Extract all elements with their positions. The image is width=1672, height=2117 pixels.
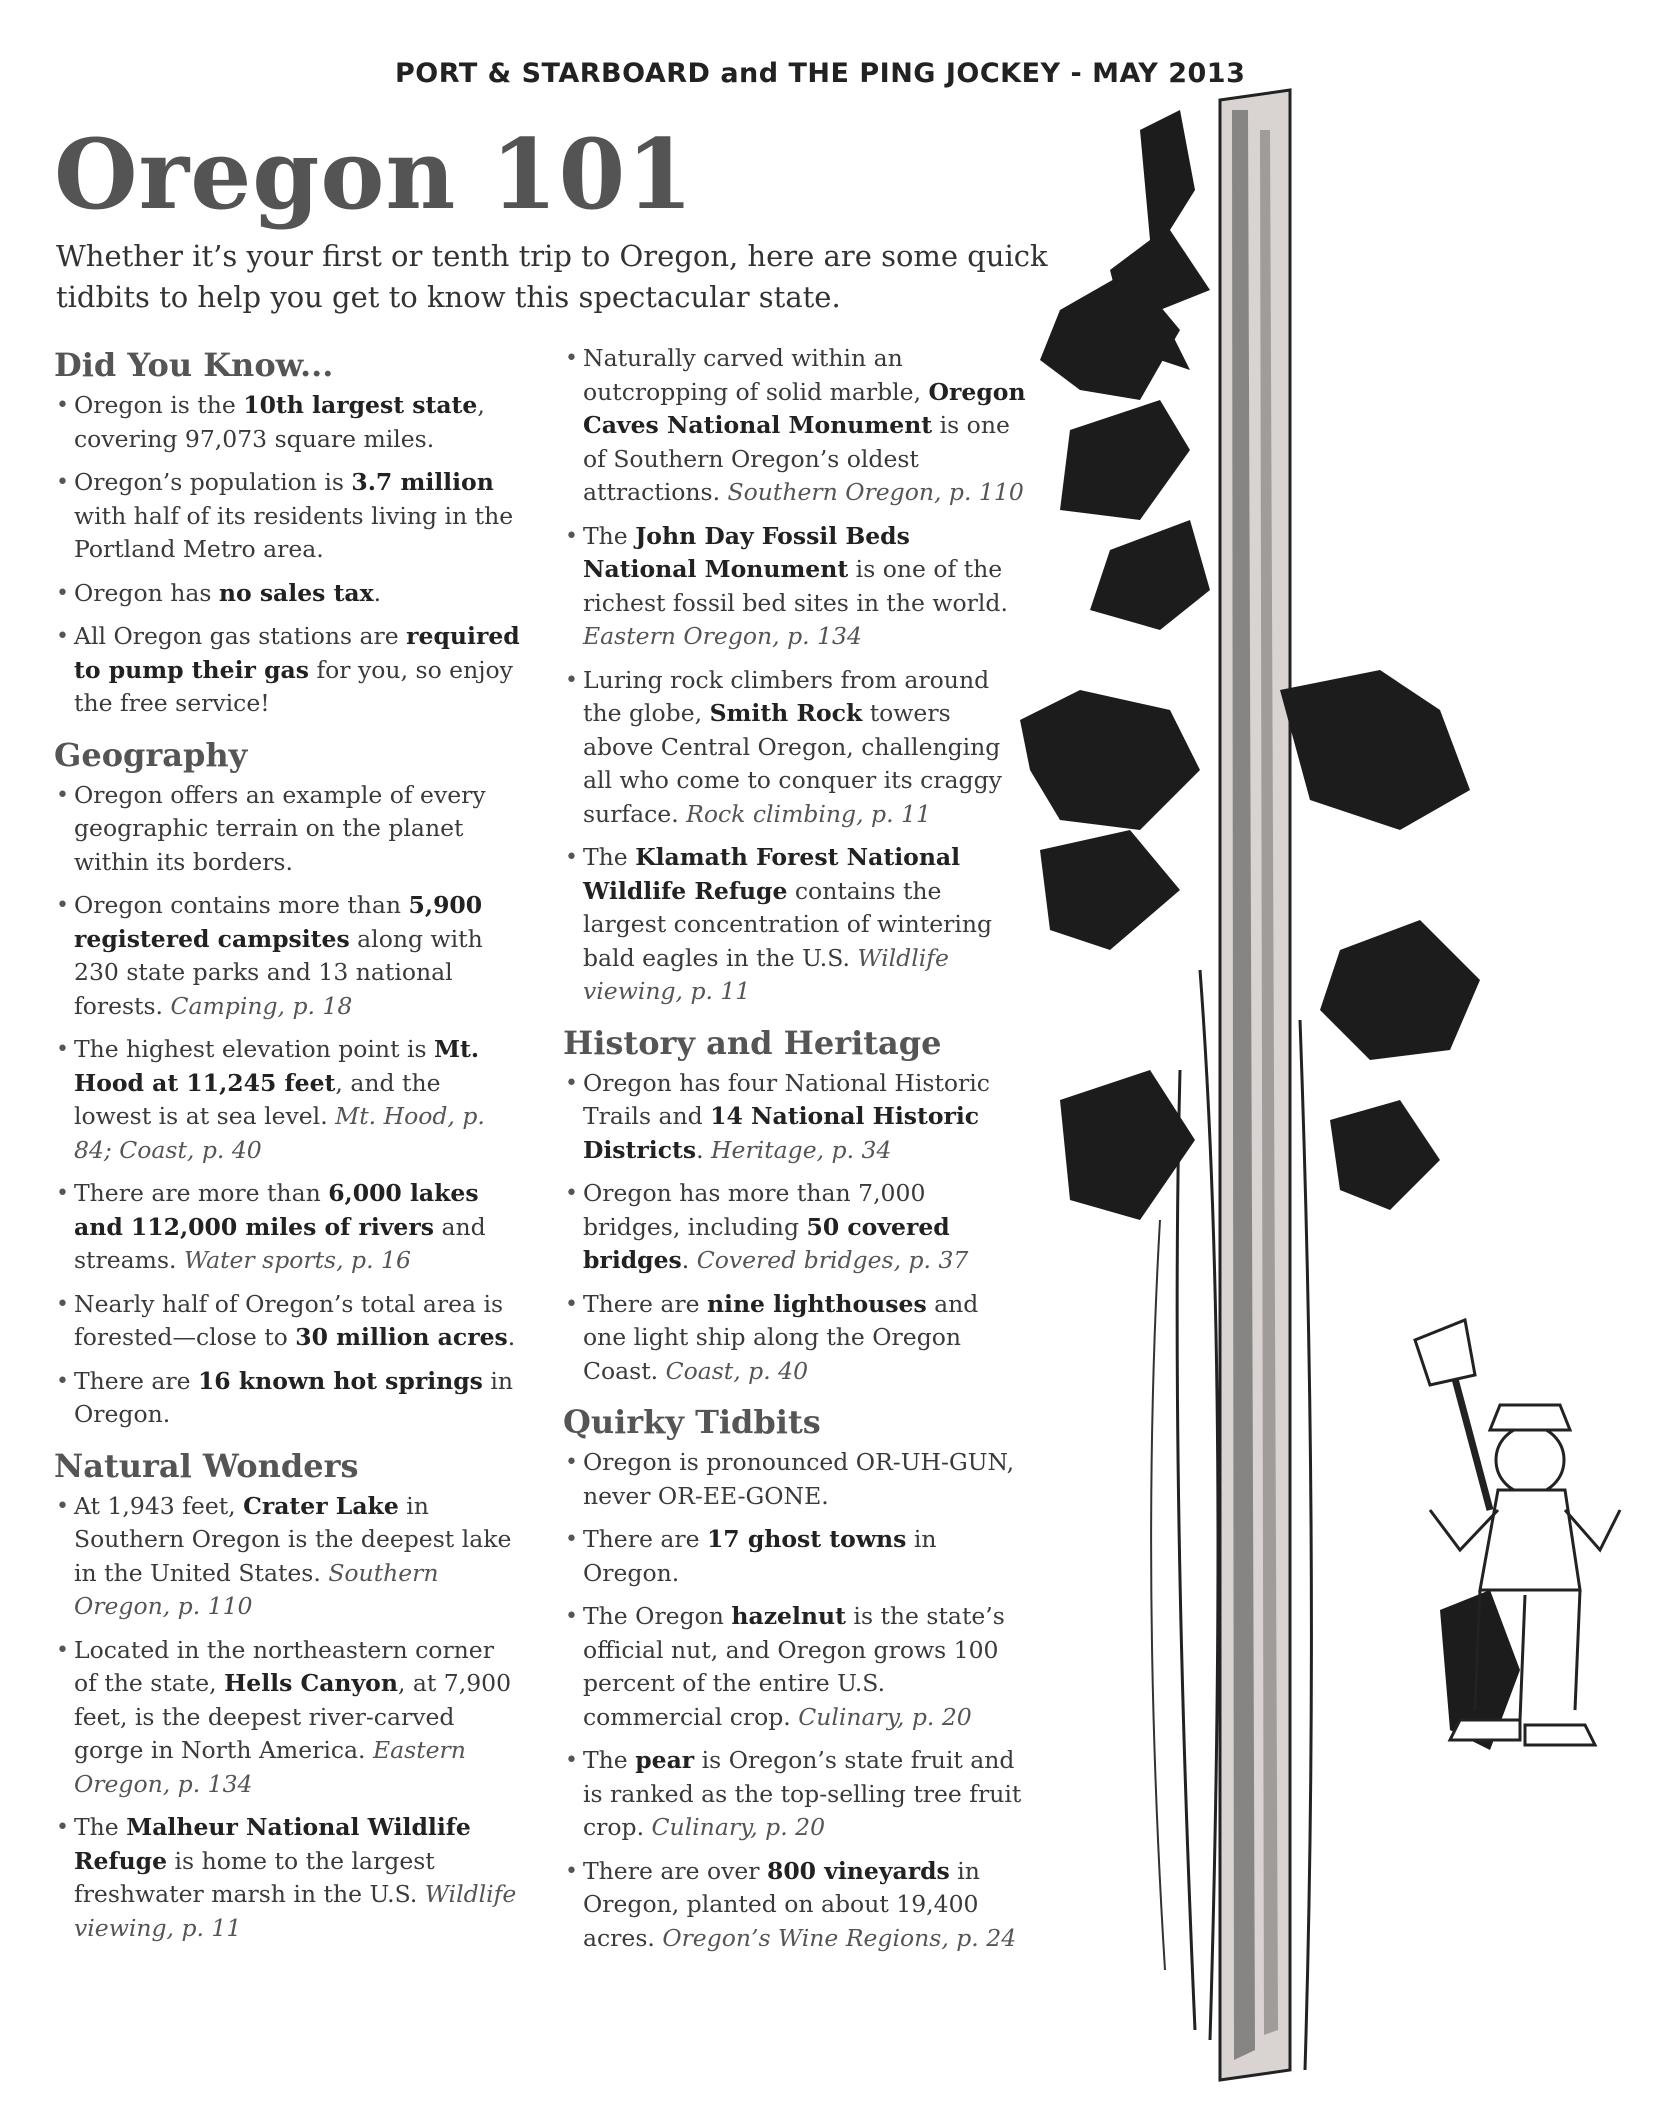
- page-reference: Southern Oregon, p. 110: [74, 1558, 439, 1620]
- page-title: Oregon 101: [54, 118, 695, 231]
- fact-text: Oregon is the: [74, 391, 244, 419]
- section-heading: Geography: [54, 735, 248, 774]
- fact-text: Oregon is pronounced OR-UH-GUN, never OR-EE-GONE.: [583, 1448, 1015, 1510]
- fact-text: The: [74, 1813, 127, 1841]
- fact-list: [563, 342, 1028, 1009]
- page-reference: Southern Oregon, p. 110: [727, 478, 1024, 506]
- fact-item: [563, 1523, 1028, 1590]
- fact-text: is Oregon’s state fruit and is ranked as the top-selling tree fruit crop.: [583, 1746, 1022, 1841]
- fact-highlight: no sales tax: [218, 578, 374, 607]
- page-reference: Water sports, p. 16: [183, 1246, 411, 1274]
- fact-text: is one of Southern Oregon’s oldest attractions.: [583, 411, 1010, 506]
- fact-text: Oregon offers an example of every geographic terrain on the planet within its borders.: [74, 780, 486, 876]
- fact-text: Nearly half of Oregon’s total area is forested—close to: [74, 1289, 504, 1351]
- fact-text: towers above Central Oregon, challenging all who come to conquer its craggy surface.: [583, 699, 1002, 828]
- lumberjack: [1415, 1320, 1620, 1745]
- fact-highlight: 17 ghost towns: [706, 1525, 907, 1553]
- fact-text: The: [583, 1746, 636, 1774]
- section-heading: Natural Wonders: [54, 1446, 359, 1485]
- fact-item: [54, 389, 524, 456]
- fact-text: and one light ship along the Oregon Coast.: [583, 1289, 979, 1385]
- fact-text: for you, so enjoy the free service!: [74, 655, 513, 717]
- page-reference: Wildlife viewing, p. 11: [74, 1880, 517, 1942]
- section-geography: [54, 735, 524, 1432]
- fact-text: contains the largest concentration of wintering bald eagles in the U.S.: [583, 876, 993, 972]
- fact-highlight: 30 million acres: [295, 1323, 508, 1351]
- fact-text: There are: [583, 1289, 707, 1318]
- fact-text: is home to the largest freshwater marsh in the U.S.: [74, 1846, 435, 1908]
- fact-text: in Oregon, planted on about 19,400 acres.: [583, 1856, 980, 1952]
- section-heading: History and Heritage: [563, 1023, 942, 1062]
- fact-text: The highest elevation point is: [74, 1035, 435, 1063]
- fact-item: [54, 1634, 524, 1802]
- fact-text: Oregon’s population is: [74, 468, 352, 496]
- fact-text: There are: [583, 1525, 707, 1553]
- fact-item: [54, 577, 524, 611]
- section-natural-wonders: [54, 1446, 524, 1946]
- fact-text: There are over: [583, 1856, 767, 1885]
- fact-item: [54, 1288, 524, 1355]
- fact-item: [563, 1744, 1028, 1845]
- tree-trunk: [1151, 90, 1311, 2080]
- fact-highlight: hazelnut: [731, 1602, 846, 1630]
- page-reference: Eastern Oregon, p. 134: [74, 1736, 466, 1798]
- page-reference: Eastern Oregon, p. 134: [583, 622, 862, 650]
- fact-text: There are more than: [74, 1179, 329, 1207]
- fact-text: is one of the richest fossil bed sites in the world.: [583, 555, 1008, 617]
- fact-highlight: Hells Canyon: [224, 1669, 398, 1697]
- page-reference: Heritage, p. 34: [711, 1135, 892, 1164]
- fact-highlight: Malheur National Wildlife Refuge: [74, 1813, 471, 1875]
- section-heading: Did You Know...: [54, 346, 334, 384]
- page-reference: Mt. Hood, p. 84; Coast, p. 40: [74, 1102, 485, 1164]
- fact-highlight: Klamath Forest National Wildlife Refuge: [583, 843, 961, 905]
- fact-highlight: Smith Rock: [709, 699, 863, 727]
- page-reference: Rock climbing, p. 11: [686, 799, 931, 828]
- middle-column: [563, 342, 1028, 1965]
- fact-text: Located in the northeastern corner of the state,: [74, 1635, 494, 1697]
- fact-text: Oregon has four National Historic Trails and: [583, 1068, 990, 1130]
- fact-item: [563, 520, 1028, 654]
- fact-item: [54, 1365, 524, 1432]
- fact-highlight: 50 covered bridges: [583, 1212, 950, 1274]
- fact-list: [54, 389, 524, 721]
- page-reference: Culinary, p. 20: [651, 1813, 826, 1841]
- section-continued: [563, 342, 1028, 1009]
- left-column: [54, 345, 524, 1955]
- fact-item: [54, 620, 524, 721]
- page-reference: Camping, p. 18: [170, 991, 353, 1020]
- fact-text: Oregon contains more than: [74, 891, 409, 919]
- fact-highlight: 16 known hot springs: [197, 1366, 483, 1395]
- intro-paragraph: Whether it’s your first or tenth trip to Oregon, here are some quick tidbits to help you get to know this spectacular state.: [56, 239, 1048, 314]
- tree-lumberjack-illustration: [1020, 70, 1672, 2117]
- fact-item: [563, 841, 1028, 1009]
- fact-highlight: 5,900 registered campsites: [74, 891, 483, 953]
- fact-text: .: [696, 1135, 712, 1164]
- fact-list: [54, 1490, 524, 1946]
- fact-text: and streams.: [74, 1212, 486, 1274]
- fact-item: [54, 779, 524, 880]
- fact-item: [563, 1855, 1028, 1956]
- fact-item: [54, 466, 524, 567]
- fact-text: , covering 97,073 square miles.: [74, 391, 485, 453]
- fact-text: Luring rock climbers from around the globe,: [583, 665, 990, 727]
- fact-text: The Oregon: [583, 1602, 732, 1630]
- fact-text: .: [373, 578, 382, 607]
- fact-highlight: Oregon Caves National Monument: [583, 377, 1026, 439]
- fact-text: in Oregon.: [74, 1366, 514, 1428]
- fact-highlight: 3.7 million: [351, 468, 494, 496]
- fact-text: , at 7,900 feet, is the deepest river-carved gorge in North America.: [74, 1669, 512, 1764]
- fact-text: in Oregon.: [583, 1525, 937, 1587]
- fact-highlight: 14 National Historic Districts: [583, 1102, 980, 1164]
- section-quirky-tidbits: [563, 1402, 1028, 1955]
- fact-text: At 1,943 feet,: [74, 1491, 244, 1520]
- fact-text: with half of its residents living in the Portland Metro area.: [74, 501, 514, 563]
- fact-text: .: [681, 1246, 697, 1274]
- section-history-and-heritage: [563, 1023, 1028, 1389]
- fact-text: , and the lowest is at sea level.: [74, 1068, 441, 1130]
- section-heading: Quirky Tidbits: [563, 1403, 821, 1441]
- fact-text: in Southern Oregon is the deepest lake in the United States.: [74, 1491, 512, 1587]
- fact-highlight: Crater Lake: [243, 1491, 399, 1520]
- fact-highlight: 800 vineyards: [766, 1856, 950, 1885]
- fact-item: [54, 1177, 524, 1278]
- fact-text: Oregon has: [74, 578, 219, 607]
- section-did-you-know: [54, 345, 524, 721]
- fact-text: .: [507, 1323, 516, 1351]
- page-reference: Covered bridges, p. 37: [696, 1246, 969, 1274]
- fact-item: [563, 1446, 1028, 1513]
- page-reference: Culinary, p. 20: [798, 1702, 972, 1731]
- fact-item: [563, 1177, 1028, 1278]
- fact-text: along with 230 state parks and 13 national forests.: [74, 924, 483, 1020]
- fact-text: There are: [74, 1366, 198, 1395]
- fact-highlight: required to pump their gas: [74, 622, 520, 684]
- fact-text: All Oregon gas stations are: [74, 622, 407, 650]
- fact-text: The: [583, 521, 636, 550]
- fact-highlight: Mt. Hood at 11,245 feet: [74, 1035, 480, 1097]
- fact-text: Oregon has more than 7,000 bridges, including: [583, 1179, 926, 1241]
- fact-item: [563, 664, 1028, 832]
- fact-text: Naturally carved within an outcropping of solid marble,: [583, 344, 929, 406]
- fact-highlight: 6,000 lakes and 112,000 miles of rivers: [74, 1179, 479, 1241]
- fact-highlight: John Day Fossil Beds National Monument: [583, 521, 910, 583]
- fact-list: [563, 1446, 1028, 1955]
- fact-text: The: [583, 843, 636, 871]
- masthead: PORT & STARBOARD and THE PING JOCKEY - MAY 2013: [395, 58, 1246, 89]
- page-reference: Wildlife viewing, p. 11: [583, 943, 949, 1005]
- fact-item: [54, 889, 524, 1023]
- fact-item: [563, 342, 1028, 510]
- fact-highlight: nine lighthouses: [706, 1289, 927, 1318]
- fact-item: [563, 1067, 1028, 1168]
- fact-item: [54, 1490, 524, 1624]
- fact-text: is the state’s official nut, and Oregon grows 100 percent of the entire U.S. commercial crop.: [583, 1602, 1005, 1731]
- page-reference: Coast, p. 40: [665, 1356, 809, 1385]
- fact-list: [54, 779, 524, 1432]
- fact-item: [563, 1600, 1028, 1734]
- page-reference: Oregon’s Wine Regions, p. 24: [662, 1923, 1017, 1952]
- fact-item: [563, 1288, 1028, 1389]
- fact-highlight: 10th largest state: [243, 391, 478, 419]
- fact-item: [54, 1033, 524, 1167]
- fact-item: [54, 1811, 524, 1945]
- fact-list: [563, 1067, 1028, 1389]
- fact-highlight: pear: [635, 1746, 695, 1774]
